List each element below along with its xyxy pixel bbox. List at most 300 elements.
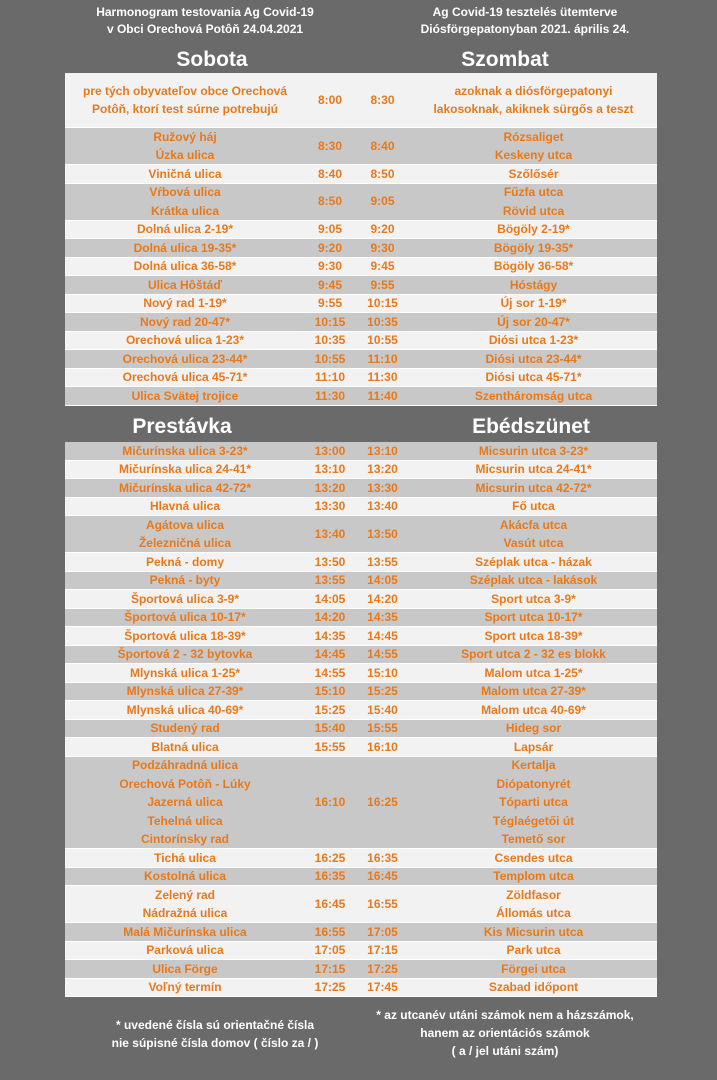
schedule-row: [65, 942, 657, 961]
street-name-sk: Vŕbová ulica: [149, 185, 221, 199]
time-start: 13:40: [314, 526, 346, 541]
schedule-row: [65, 221, 657, 240]
street-name-sk: Malá Mičurínska ulica: [123, 924, 247, 939]
street-name-sk: Tehelná ulica: [147, 813, 223, 828]
street-name-sk: Úzka ulica: [155, 148, 215, 162]
street-name-sk-cell: [65, 701, 305, 719]
schedule-row: [65, 868, 657, 887]
street-name-hu-cell: [410, 886, 657, 922]
time-end: 9:20: [370, 222, 395, 236]
time-end-cell: [355, 627, 410, 645]
street-name-hu-cell: [410, 683, 657, 701]
street-name-sk: Orechová Potôň - Lúky: [119, 776, 251, 791]
time-start: 10:35: [314, 333, 346, 347]
street-name-hu-cell: [410, 461, 657, 479]
time-start-cell: [305, 479, 355, 497]
street-name-sk: Dolná ulica 36-58*: [133, 259, 237, 273]
time-start-cell: [305, 165, 355, 183]
time-end-cell: [355, 720, 410, 738]
time-end: 8:50: [370, 166, 395, 181]
time-end-cell: [355, 738, 410, 756]
street-name-hu: Fő utca: [512, 499, 555, 513]
schedule-row: [65, 923, 657, 942]
time-start: 9:05: [317, 222, 343, 236]
time-start: 8:50: [317, 194, 343, 209]
time-end-cell: [355, 313, 410, 331]
street-name-hu: Sport utca 18-39*: [484, 628, 583, 643]
time-end: 10:35: [367, 314, 398, 329]
time-start: 9:20: [317, 240, 343, 255]
street-name-hu-cell: [410, 258, 657, 276]
header-hungarian: [360, 4, 690, 38]
schedule-row: [65, 295, 657, 314]
time-end-cell: [355, 590, 410, 608]
time-end-cell: [355, 184, 410, 220]
street-name-hu: Új sor 20-47*: [497, 314, 570, 329]
street-name-hu-cell: [410, 276, 657, 294]
time-end: 11:30: [367, 370, 398, 384]
time-start-cell: [305, 868, 355, 886]
schedule-row: [65, 165, 657, 184]
time-start: 11:30: [314, 388, 346, 403]
time-start-cell: [305, 332, 355, 350]
schedule-row: [65, 646, 657, 665]
time-end-cell: [355, 609, 410, 627]
time-start: 17:05: [314, 943, 346, 957]
street-name-hu-cell: [410, 720, 657, 738]
street-name-sk: Tichá ulica: [154, 850, 216, 865]
time-end: 10:15: [367, 296, 398, 310]
street-name-hu-cell: [410, 387, 657, 405]
street-name-hu: Malom utca 40-69*: [481, 702, 586, 717]
street-name-hu: Szentháromság utca: [474, 388, 593, 403]
time-end: 17:45: [367, 980, 398, 994]
street-name-sk-cell: [65, 683, 305, 701]
street-name-sk: Pekná - byty: [149, 573, 221, 587]
time-end-cell: [355, 73, 410, 127]
time-start: 13:10: [314, 462, 346, 476]
time-end: 16:45: [367, 869, 398, 883]
time-end: 14:45: [367, 628, 398, 643]
schedule-table-morning: [65, 73, 657, 406]
time-end: 16:55: [367, 896, 398, 911]
street-name-sk: Nový rad 1-19*: [143, 296, 227, 310]
street-name-sk-cell: [65, 553, 305, 571]
time-start-cell: [305, 258, 355, 276]
time-start-cell: [305, 350, 355, 368]
time-start-cell: [305, 516, 355, 552]
time-end-cell: [355, 128, 410, 164]
schedule-row: [65, 960, 657, 979]
street-name-sk-cell: [65, 184, 305, 220]
street-name-hu: Diósi utca 1-23*: [488, 333, 579, 347]
footnote-hu-line-2: hanem az orientációs számok: [420, 1026, 590, 1040]
street-name-sk: Orechová ulica 23-44*: [122, 351, 248, 366]
time-end-cell: [355, 498, 410, 516]
time-end: 13:10: [367, 443, 398, 458]
street-name-sk: Nádražná ulica: [142, 906, 228, 920]
schedule-row: [65, 738, 657, 757]
schedule-row: [65, 442, 657, 461]
time-start-cell: [305, 757, 355, 849]
street-name-sk-cell: [65, 479, 305, 497]
street-name-hu: Sport utca 2 - 32 es blokk: [461, 647, 606, 661]
time-start-cell: [305, 553, 355, 571]
street-name-sk: Mlynská ulica 40-69*: [126, 702, 244, 717]
street-name-hu-cell: [410, 479, 657, 497]
day-title-hu: Szombat: [461, 48, 549, 71]
time-start: 15:55: [314, 739, 346, 754]
street-name-sk-cell: [65, 646, 305, 664]
street-name-sk: Železničná ulica: [138, 536, 232, 550]
time-end-cell: [355, 387, 410, 405]
street-name-sk: Športová ulica 10-17*: [124, 610, 246, 624]
street-name-sk-cell: [65, 313, 305, 331]
time-end: 14:05: [367, 573, 398, 587]
street-name-sk-cell: [65, 979, 305, 997]
time-start-cell: [305, 73, 355, 127]
time-start-cell: [305, 609, 355, 627]
street-name-sk: Podzáhradná ulica: [131, 758, 239, 772]
street-name-sk-cell: [65, 868, 305, 886]
street-name-sk: Dolná ulica 19-35*: [133, 240, 237, 255]
schedule-row: [65, 849, 657, 868]
street-name-sk: Mičurínska ulica 3-23*: [122, 443, 248, 458]
schedule-row: [65, 664, 657, 683]
schedule-row: [65, 73, 657, 128]
time-start-cell: [305, 295, 355, 313]
street-name-hu: Széplak utca - házak: [475, 554, 592, 569]
time-end: 17:25: [367, 961, 398, 976]
street-name-hu-cell: [410, 498, 657, 516]
street-name-hu-cell: [410, 923, 657, 941]
time-start: 9:45: [317, 277, 343, 292]
street-name-hu: Micsurin utca 24-41*: [475, 462, 592, 476]
time-end-cell: [355, 369, 410, 387]
time-start: 13:50: [314, 554, 346, 569]
time-start: 13:55: [314, 573, 346, 587]
time-start-cell: [305, 979, 355, 997]
street-name-hu: Temető sor: [501, 832, 566, 846]
street-name-sk-cell: [65, 295, 305, 313]
street-name-hu: Vasút utca: [503, 536, 564, 550]
schedule-row: [65, 332, 657, 351]
street-name-sk-cell: [65, 128, 305, 164]
street-name-sk-cell: [65, 239, 305, 257]
street-name-sk-cell: [65, 664, 305, 682]
time-start: 8:30: [317, 138, 343, 153]
street-name-sk-cell: [65, 609, 305, 627]
time-start-cell: [305, 683, 355, 701]
street-name-sk: Blatná ulica: [151, 739, 219, 754]
street-name-sk-cell: [65, 590, 305, 608]
time-end-cell: [355, 479, 410, 497]
street-name-sk: Parková ulica: [146, 943, 224, 957]
schedule-row: [65, 609, 657, 628]
street-name-sk-cell: [65, 73, 305, 127]
time-end-cell: [355, 165, 410, 183]
street-name-hu: Malom utca 1-25*: [484, 665, 583, 680]
street-name-hu-cell: [410, 757, 657, 849]
time-end: 16:25: [367, 795, 398, 809]
time-end-cell: [355, 979, 410, 997]
schedule-row: [65, 276, 657, 295]
break-title-sk: Prestávka: [132, 415, 232, 438]
street-name-hu-cell: [410, 572, 657, 590]
street-name-hu: Szabad időpont: [488, 980, 579, 994]
time-start: 15:25: [314, 702, 346, 717]
street-name-hu-cell: [410, 701, 657, 719]
time-start: 15:10: [314, 684, 346, 698]
street-name-sk: Studený rad: [150, 721, 220, 735]
street-name-sk: Mlynská ulica 1-25*: [129, 665, 241, 680]
time-start-cell: [305, 849, 355, 867]
time-start-cell: [305, 184, 355, 220]
street-name-hu: Fűzfa utca: [503, 185, 564, 199]
schedule-row: [65, 479, 657, 498]
street-name-sk: Mičurínska ulica 42-72*: [118, 480, 252, 495]
street-name-hu: Zöldfasor: [506, 887, 561, 902]
header-hu-line-2: Diósförgepatonyban 2021. április 24.: [420, 22, 630, 36]
street-name-sk-cell: [65, 923, 305, 941]
time-end: 11:10: [367, 351, 398, 366]
time-start: 9:55: [317, 296, 343, 310]
header-slovak: [40, 4, 370, 38]
street-name-hu-cell: [410, 960, 657, 978]
street-name-hu: Templom utca: [493, 869, 574, 883]
time-start: 8:00: [317, 92, 343, 107]
street-name-sk: Kostolná ulica: [143, 869, 226, 883]
time-start-cell: [305, 886, 355, 922]
time-end-cell: [355, 664, 410, 682]
time-end: 11:40: [367, 388, 398, 403]
street-name-sk-cell: [65, 461, 305, 479]
time-start-cell: [305, 942, 355, 960]
street-name-sk-cell: [65, 757, 305, 849]
street-name-hu: Rövid utca: [502, 203, 565, 218]
time-end-cell: [355, 868, 410, 886]
schedule-row: [65, 979, 657, 998]
street-name-hu-cell: [410, 369, 657, 387]
header-sk-line-2: v Obci Orechová Potôň 24.04.2021: [106, 22, 304, 36]
street-name-hu-cell: [410, 332, 657, 350]
street-name-hu: Szőlősér: [508, 166, 559, 181]
time-end: 13:50: [367, 526, 398, 541]
street-name-hu: Micsurin utca 42-72*: [475, 480, 592, 495]
street-name-hu: Akácfa utca: [499, 517, 568, 532]
time-start-cell: [305, 221, 355, 239]
header-hu-line-1: Ag Covid-19 tesztelés ütemterve: [432, 5, 618, 19]
time-start: 13:20: [314, 480, 346, 495]
time-start-cell: [305, 239, 355, 257]
street-name-hu-cell: [410, 313, 657, 331]
street-name-hu: Micsurin utca 3-23*: [478, 443, 589, 458]
footnote-sk-line-1: * uvedené čísla sú orientačné čísla: [115, 1018, 315, 1032]
time-end: 8:30: [370, 92, 395, 107]
time-start: 14:35: [314, 628, 346, 643]
time-start: 16:55: [314, 924, 346, 939]
street-name-sk: Dolná ulica 2-19*: [136, 222, 234, 236]
street-name-sk: Zelený rad: [154, 887, 216, 902]
street-name-hu: Förgei utca: [501, 961, 566, 976]
street-name-hu: Széplak utca - lakások: [469, 573, 598, 587]
street-name-hu-cell: [410, 184, 657, 220]
street-name-hu: Bögöly 2-19*: [497, 222, 570, 236]
time-end-cell: [355, 239, 410, 257]
street-name-sk-cell: [65, 276, 305, 294]
street-name-hu: Új sor 1-19*: [500, 296, 567, 310]
schedule-row: [65, 516, 657, 553]
time-start: 13:30: [314, 499, 346, 513]
street-name-hu: Csendes utca: [494, 850, 573, 865]
schedule-row: [65, 369, 657, 388]
street-name-sk: Športová ulica 3-9*: [130, 591, 240, 606]
street-name-sk-cell: [65, 886, 305, 922]
street-name-sk: Potôň, ktorí test súrne potrebujú: [91, 102, 278, 116]
time-end-cell: [355, 683, 410, 701]
street-name-hu-cell: [410, 350, 657, 368]
schedule-row: [65, 683, 657, 702]
street-name-hu-cell: [410, 979, 657, 997]
schedule-row: [65, 461, 657, 480]
street-name-hu-cell: [410, 295, 657, 313]
schedule-row: [65, 886, 657, 923]
time-end: 14:35: [367, 610, 398, 624]
street-name-sk: Hlavná ulica: [149, 499, 221, 513]
street-name-sk: Športová ulica 18-39*: [124, 628, 246, 643]
street-name-sk-cell: [65, 387, 305, 405]
time-end: 10:55: [367, 333, 398, 347]
time-start-cell: [305, 738, 355, 756]
time-start: 15:40: [314, 721, 346, 735]
time-start: 10:55: [314, 351, 346, 366]
time-end-cell: [355, 923, 410, 941]
time-end: 15:25: [367, 684, 398, 698]
time-end: 13:40: [367, 499, 398, 513]
street-name-hu-cell: [410, 627, 657, 645]
street-name-hu: Diópatonyrét: [496, 776, 571, 791]
time-start-cell: [305, 960, 355, 978]
street-name-hu: Kis Micsurin utca: [483, 924, 584, 939]
time-start: 9:30: [317, 259, 343, 273]
time-end: 15:10: [367, 665, 398, 680]
street-name-sk: Pekná - domy: [145, 554, 225, 569]
schedule-row: [65, 701, 657, 720]
time-start-cell: [305, 646, 355, 664]
time-start: 16:35: [314, 869, 346, 883]
street-name-hu: Bögöly 36-58*: [493, 259, 574, 273]
street-name-sk: Orechová ulica 1-23*: [125, 333, 245, 347]
street-name-hu-cell: [410, 738, 657, 756]
time-end-cell: [355, 886, 410, 922]
time-end: 16:10: [367, 739, 398, 754]
street-name-hu: Hóstágy: [509, 277, 558, 292]
schedule-row: [65, 757, 657, 850]
time-start: 8:40: [317, 166, 343, 181]
street-name-sk-cell: [65, 738, 305, 756]
time-end-cell: [355, 646, 410, 664]
street-name-hu: Sport utca 3-9*: [491, 591, 576, 606]
time-end-cell: [355, 960, 410, 978]
time-end-cell: [355, 350, 410, 368]
schedule-row: [65, 590, 657, 609]
time-end-cell: [355, 553, 410, 571]
street-name-hu-cell: [410, 664, 657, 682]
street-name-hu: Malom utca 27-39*: [481, 684, 586, 698]
footnote-hungarian: [355, 1006, 655, 1060]
street-name-sk-cell: [65, 572, 305, 590]
time-start-cell: [305, 701, 355, 719]
street-name-hu: Bögöly 19-35*: [493, 240, 574, 255]
time-end-cell: [355, 572, 410, 590]
time-start: 14:05: [314, 591, 346, 606]
time-start-cell: [305, 387, 355, 405]
time-start-cell: [305, 442, 355, 460]
street-name-hu-cell: [410, 609, 657, 627]
street-name-sk: Mičurínska ulica 24-41*: [118, 462, 252, 476]
time-start: 16:25: [314, 850, 346, 865]
street-name-sk-cell: [65, 369, 305, 387]
street-name-sk-cell: [65, 720, 305, 738]
time-end: 16:35: [367, 850, 398, 865]
schedule-row: [65, 553, 657, 572]
time-start: 16:45: [314, 896, 346, 911]
street-name-sk: Jazerná ulica: [147, 795, 223, 809]
footnote-hu-line-1: * az utcanév utáni számok nem a házszámok,: [376, 1008, 634, 1022]
street-name-sk: Krátka ulica: [150, 203, 220, 218]
schedule-row: [65, 239, 657, 258]
street-name-hu: Park utca: [506, 943, 561, 957]
time-start: 17:15: [314, 961, 346, 976]
time-end: 17:05: [367, 924, 398, 939]
time-start-cell: [305, 664, 355, 682]
street-name-hu: Rózsaliget: [503, 129, 564, 144]
street-name-hu: Állomás utca: [496, 906, 571, 920]
street-name-sk: Voľný termín: [148, 980, 222, 994]
street-name-hu-cell: [410, 849, 657, 867]
street-name-hu-cell: [410, 516, 657, 552]
street-name-sk: Agátova ulica: [145, 517, 225, 532]
street-name-hu-cell: [410, 165, 657, 183]
schedule-row: [65, 627, 657, 646]
street-name-sk-cell: [65, 942, 305, 960]
time-end-cell: [355, 221, 410, 239]
street-name-sk-cell: [65, 350, 305, 368]
schedule-row: [65, 350, 657, 369]
street-name-hu: Kertalja: [511, 758, 556, 772]
footnote-sk-line-2: nie súpisné čísla domov ( číslo za / ): [111, 1036, 319, 1050]
time-start: 14:45: [314, 647, 346, 661]
time-end: 9:30: [370, 240, 395, 255]
street-name-sk: Ružový háj: [153, 129, 217, 144]
street-name-sk: Ulica Hôštáď: [148, 277, 222, 292]
street-name-sk-cell: [65, 442, 305, 460]
street-name-sk-cell: [65, 627, 305, 645]
street-name-hu-cell: [410, 221, 657, 239]
schedule-table-afternoon: [65, 442, 657, 997]
time-end: 14:20: [367, 591, 398, 606]
time-end: 9:05: [370, 194, 395, 209]
break-title-hu: Ebédszünet: [472, 415, 590, 438]
street-name-hu: azoknak a diósförgepatonyi: [454, 83, 613, 98]
time-start: 17:25: [314, 980, 346, 994]
time-start-cell: [305, 128, 355, 164]
time-start-cell: [305, 572, 355, 590]
time-start: 14:55: [314, 665, 346, 680]
time-start-cell: [305, 461, 355, 479]
time-start: 10:15: [314, 314, 346, 329]
street-name-sk: pre tých obyvateľov obce Orechová: [82, 83, 288, 98]
